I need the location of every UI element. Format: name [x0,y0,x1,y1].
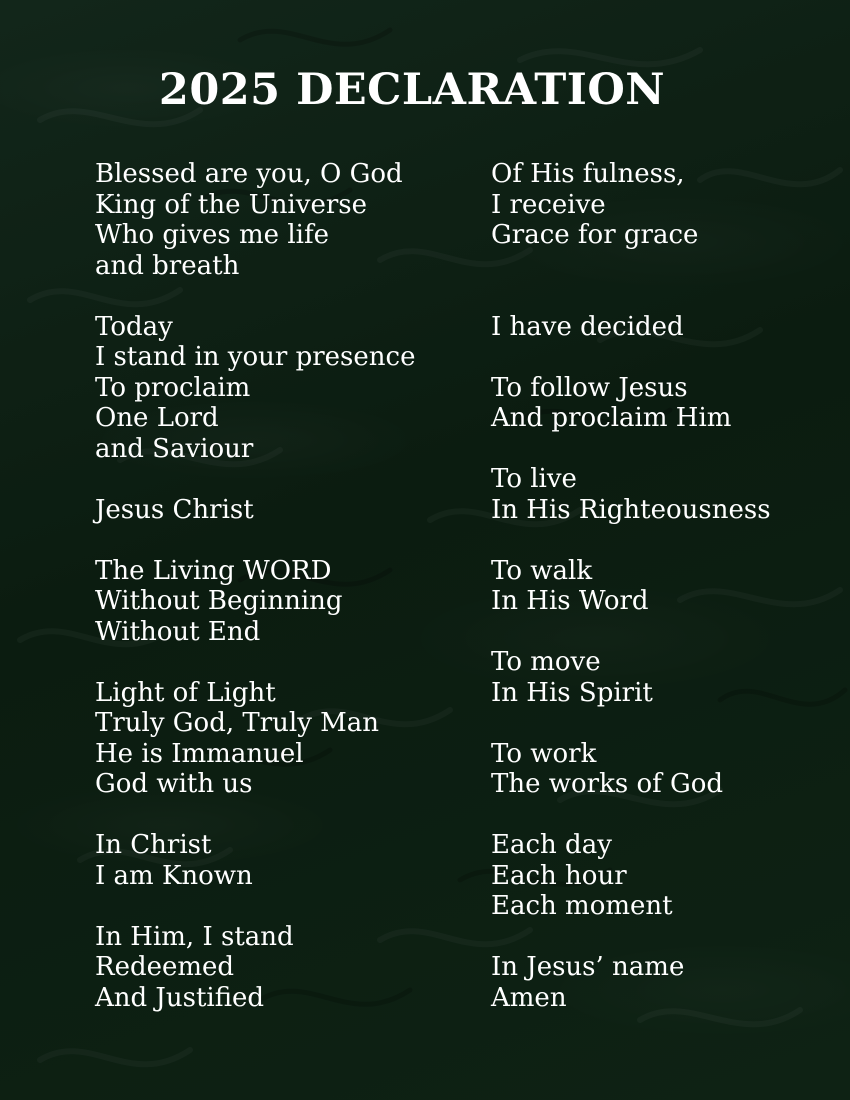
right-column-blank-line [491,251,771,282]
left-column-line: I am Known [95,860,253,891]
left-column [95,159,415,1013]
page-title: 2025 DECLARATION [158,65,666,115]
right-column-line: Each moment [491,891,673,921]
left-column-line: I stand in your presence [95,342,416,372]
left-column-line: He is Immanuel [95,738,304,769]
right-column-line: Amen [491,982,567,1013]
right-column-line: In Jesus’ name [491,952,685,982]
left-column-line: God with us [95,769,253,799]
right-column-blank-line [491,342,771,373]
right-column-line: To live [491,464,577,494]
left-column-line: Blessed are you, O God [95,159,403,189]
right-column-line: And proclaim Him [491,403,732,433]
right-column-blank-line [491,525,771,556]
right-column-line: I receive [491,189,606,220]
left-column-blank-line [95,464,415,495]
left-column-line: One Lord [95,403,219,433]
left-column-blank-line [95,281,415,312]
left-column-line: Without Beginning [95,586,343,616]
left-column-blank-line [95,800,415,831]
right-column-line: In His Word [491,586,649,616]
right-column-line: In His Righteousness [491,494,771,525]
right-column-line: In His Spirit [491,677,653,708]
left-column-line: Light of Light [95,677,276,708]
left-column-line: Truly God, Truly Man [95,708,380,738]
left-column-line: and breath [95,250,240,281]
left-column-line: Today [95,311,173,342]
left-column-line: and Saviour [95,433,254,464]
right-column-line: To work [491,738,597,769]
right-column-line: Grace for grace [491,220,699,250]
left-column-blank-line [95,525,415,556]
right-column-line: To move [491,647,601,677]
right-column-blank-line [491,708,771,739]
left-column-line: In Christ [95,830,212,860]
right-column-blank-line [491,922,771,953]
left-column-line: The Living WORD [95,555,332,586]
right-column-line: Each hour [491,860,627,891]
right-column-line: Of His fulness, [491,159,685,189]
left-column-line: In Him, I stand [95,921,294,952]
left-column-line: Without End [95,616,261,647]
right-column-line: Each day [491,830,612,860]
left-column-line: Who gives me life [95,220,329,250]
left-column-line: And Justified [95,982,265,1013]
left-column-blank-line [95,647,415,678]
left-column-line: Jesus Christ [95,494,254,525]
right-column-line: The works of God [491,769,724,799]
right-column-blank-line [491,434,771,465]
left-column-line: To proclaim [95,372,251,403]
right-column-blank-line [491,281,771,312]
left-column-blank-line [95,891,415,922]
right-column-line: To walk [491,555,593,586]
right-column-blank-line [491,800,771,831]
right-column-blank-line [491,617,771,648]
right-column-line: I have decided [491,311,684,342]
left-column-line: King of the Universe [95,189,367,220]
left-column-line: Redeemed [95,952,235,982]
right-column [491,159,771,1013]
right-column-line: To follow Jesus [491,372,688,403]
